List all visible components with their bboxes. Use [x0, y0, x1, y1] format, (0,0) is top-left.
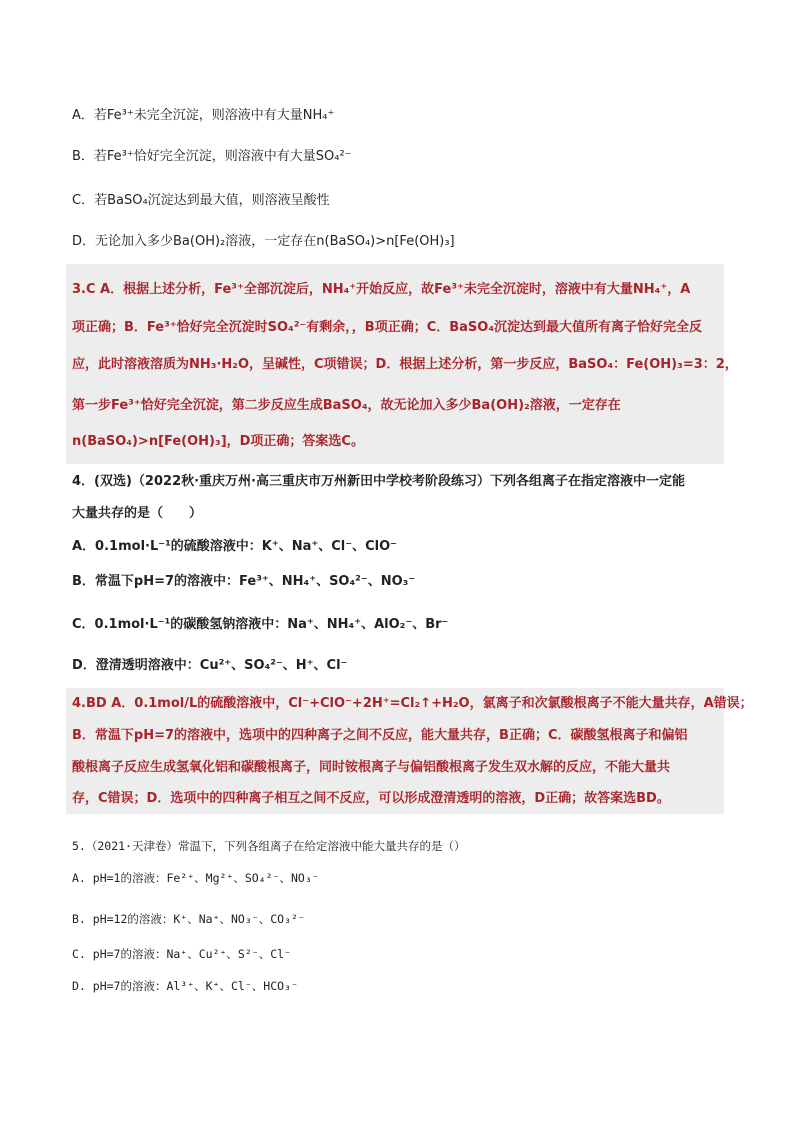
q4-answer-line: 4.BD A．0.1mol/L的硫酸溶液中，Cl⁻+ClO⁻+2H⁺=Cl₂↑+H₂O，氯离子和次氯酸根离子不能大量共存，A错误；: [72, 696, 753, 711]
q4-answer-box: [66, 688, 753, 814]
q4-option-d: D．澄清透明溶液中：Cu²⁺、SO₄²⁻、H⁺、Cl⁻: [72, 658, 348, 673]
q3-answer-line: 项正确；B．Fe³⁺恰好完全沉淀时SO₄²⁻有剩余，，B项正确；C．BaSO₄沉淀达到最大值所有离子恰好完全反: [72, 320, 703, 335]
q4-option-c: C．0.1mol·L⁻¹的碳酸氢钠溶液中：Na⁺、NH₄⁺、AlO₂⁻、Br⁻: [72, 617, 449, 632]
q4-option-b: B．常温下pH=7的溶液中：Fe³⁺、NH₄⁺、SO₄²⁻、NO₃⁻: [72, 574, 416, 589]
q3-option-d: D．无论加入多少Ba(OH)₂溶液，一定存在n(BaSO₄)>n[Fe(OH)₃]: [72, 234, 455, 249]
q4-option-a: A．0.1mol·L⁻¹的硫酸溶液中：K⁺、Na⁺、Cl⁻、ClO⁻: [72, 539, 398, 554]
q4-answer-line: 酸根离子反应生成氢氧化铝和碳酸根离子，同时铵根离子与偏铝酸根离子发生双水解的反应，不能大量共: [72, 760, 671, 775]
q5-option-a: A. pH=1的溶液：Fe²⁺、Mg²⁺、SO₄²⁻、NO₃⁻: [72, 871, 319, 885]
q3-answer-line: 应，此时溶液溶质为NH₃·H₂O，呈碱性，C项错误；D．根据上述分析，第一步反应，BaSO₄：Fe(OH)₃=3：2，: [72, 357, 738, 372]
q5-option-c: C. pH=7的溶液：Na⁺、Cu²⁺、S²⁻、Cl⁻: [72, 947, 291, 961]
q4-answer-line: 存，C错误；D．选项中的四种离子相互之间不反应，可以形成澄清透明的溶液，D正确；故答案选BD。: [72, 791, 670, 806]
q3-option-c: C．若BaSO₄沉淀达到最大值，则溶液呈酸性: [72, 193, 330, 208]
q4-stem-line1: 4．(双选)（2022秋·重庆万州·高三重庆市万州新田中学校考阶段练习）下列各组离子在指定溶液中一定能: [72, 474, 685, 489]
q3-answer-line: 第一步Fe³⁺恰好完全沉淀，第二步反应生成BaSO₄，故无论加入多少Ba(OH)₂溶液，一定存在: [72, 398, 621, 413]
q3-option-b: B．若Fe³⁺恰好完全沉淀，则溶液中有大量SO₄²⁻: [72, 149, 352, 164]
q3-answer-line: 3.C A．根据上述分析，Fe³⁺全部沉淀后，NH₄⁺开始反应，故Fe³⁺未完全沉淀时，溶液中有大量NH₄⁺，A: [72, 282, 691, 297]
q4-stem-line2: 大量共存的是（ ）: [72, 506, 203, 521]
q5-stem: 5.（2021·天津卷）常温下，下列各组离子在给定溶液中能大量共存的是（）: [72, 839, 466, 853]
q3-option-a: A．若Fe³⁺未完全沉淀，则溶液中有大量NH₄⁺: [72, 108, 335, 123]
q5-option-d: D. pH=7的溶液：Al³⁺、K⁺、Cl⁻、HCO₃⁻: [72, 979, 298, 993]
q3-answer-box: [66, 264, 738, 464]
q3-answer-line: n(BaSO₄)>n[Fe(OH)₃]，D项正确；答案选C。: [72, 434, 364, 449]
q5-option-b: B. pH=12的溶液：K⁺、Na⁺、NO₃⁻、CO₃²⁻: [72, 912, 305, 926]
q4-answer-line: B．常温下pH=7的溶液中，选项中的四种离子之间不反应，能大量共存，B正确；C．碳酸氢根离子和偏铝: [72, 728, 688, 743]
